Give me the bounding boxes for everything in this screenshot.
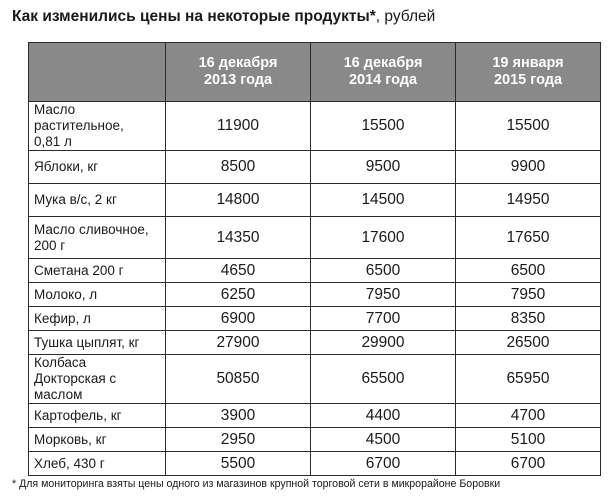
price-cell: 14350 xyxy=(166,217,311,259)
product-name-line: Мука в/с, 2 кг xyxy=(34,192,117,207)
product-name-cell xyxy=(29,283,166,307)
price-cell: 17600 xyxy=(311,217,456,259)
product-name-line: Картофель, кг xyxy=(34,407,122,423)
price-cell: 65950 xyxy=(456,355,601,404)
price-cell: 7950 xyxy=(456,283,601,307)
product-name-line: Колбаса Докторская с xyxy=(34,355,117,386)
price-cell: 7950 xyxy=(311,283,456,307)
product-name-line: Молоко, л xyxy=(34,286,98,302)
product-name-line: маслом xyxy=(34,387,83,402)
product-name-cell xyxy=(29,355,166,404)
title-unit: , рублей xyxy=(375,8,436,25)
table-row xyxy=(29,355,601,404)
price-cell: 3900 xyxy=(166,404,311,428)
table-row xyxy=(29,307,601,331)
product-name-line: 200 г xyxy=(34,237,66,253)
product-name-cell xyxy=(29,331,166,355)
table-row xyxy=(29,102,601,151)
table-row xyxy=(29,151,601,184)
product-name-cell xyxy=(29,184,166,217)
price-cell: 4400 xyxy=(311,404,456,428)
price-cell: 8500 xyxy=(166,151,311,184)
table-row xyxy=(29,428,601,452)
table-row xyxy=(29,259,601,283)
price-cell: 11900 xyxy=(166,102,311,151)
price-cell: 9500 xyxy=(311,151,456,184)
table-row xyxy=(29,452,601,476)
product-name-line: Хлеб, 430 г xyxy=(34,455,105,471)
product-name-cell xyxy=(29,217,166,259)
table-body xyxy=(29,102,601,476)
table-row xyxy=(29,404,601,428)
product-name-line: Яблоки, кг xyxy=(34,159,99,174)
product-name-cell xyxy=(29,259,166,283)
product-name-line: Масло сливочное, xyxy=(34,221,149,237)
product-name-line: Сметана 200 г xyxy=(34,262,124,278)
price-cell: 6700 xyxy=(456,452,601,476)
page-title xyxy=(12,8,435,26)
product-name-cell xyxy=(29,404,166,428)
header-date-2014: 16 декабря 2014 года xyxy=(311,43,456,102)
price-cell: 9900 xyxy=(456,151,601,184)
price-cell: 14800 xyxy=(166,184,311,217)
product-name-cell xyxy=(29,428,166,452)
price-table xyxy=(28,42,601,476)
header-product xyxy=(29,43,166,102)
title-main: Как изменились цены на некоторые продукты* xyxy=(12,8,376,25)
price-cell: 5100 xyxy=(456,428,601,452)
table-header xyxy=(29,43,601,102)
product-name-cell xyxy=(29,452,166,476)
price-cell: 8350 xyxy=(456,307,601,331)
product-name-cell xyxy=(29,102,166,151)
table-row xyxy=(29,331,601,355)
product-name-line: 0,81 л xyxy=(34,134,72,149)
price-cell: 5500 xyxy=(166,452,311,476)
price-cell: 7700 xyxy=(311,307,456,331)
product-name-line: Масло растительное, xyxy=(34,102,124,133)
product-name-line: Тушка цыплят, кг xyxy=(34,334,140,350)
price-cell: 26500 xyxy=(456,331,601,355)
header-date-2015: 19 января 2015 года xyxy=(456,43,601,102)
price-cell: 6700 xyxy=(311,452,456,476)
price-cell: 6500 xyxy=(311,259,456,283)
price-cell: 14950 xyxy=(456,184,601,217)
price-cell: 15500 xyxy=(456,102,601,151)
header-date-2013: 16 декабря 2013 года xyxy=(166,43,311,102)
price-cell: 4650 xyxy=(166,259,311,283)
price-cell: 65500 xyxy=(311,355,456,404)
price-cell: 6900 xyxy=(166,307,311,331)
product-name-line: Морковь, кг xyxy=(34,431,107,447)
price-cell: 4700 xyxy=(456,404,601,428)
table-row xyxy=(29,184,601,217)
price-cell: 6250 xyxy=(166,283,311,307)
table-row xyxy=(29,283,601,307)
product-name-cell xyxy=(29,307,166,331)
product-name-line: Кефир, л xyxy=(34,310,91,326)
price-cell: 14500 xyxy=(311,184,456,217)
price-cell: 17650 xyxy=(456,217,601,259)
price-cell: 6500 xyxy=(456,259,601,283)
price-cell: 15500 xyxy=(311,102,456,151)
price-cell: 50850 xyxy=(166,355,311,404)
price-cell: 2950 xyxy=(166,428,311,452)
table-row xyxy=(29,217,601,259)
price-cell: 29900 xyxy=(311,331,456,355)
price-cell: 27900 xyxy=(166,331,311,355)
price-cell: 4500 xyxy=(311,428,456,452)
footnote: * Для мониторинга взяты цены одного из магазинов крупной торговой сети в микрорайоне Боровки xyxy=(12,478,501,490)
product-name-cell xyxy=(29,151,166,184)
